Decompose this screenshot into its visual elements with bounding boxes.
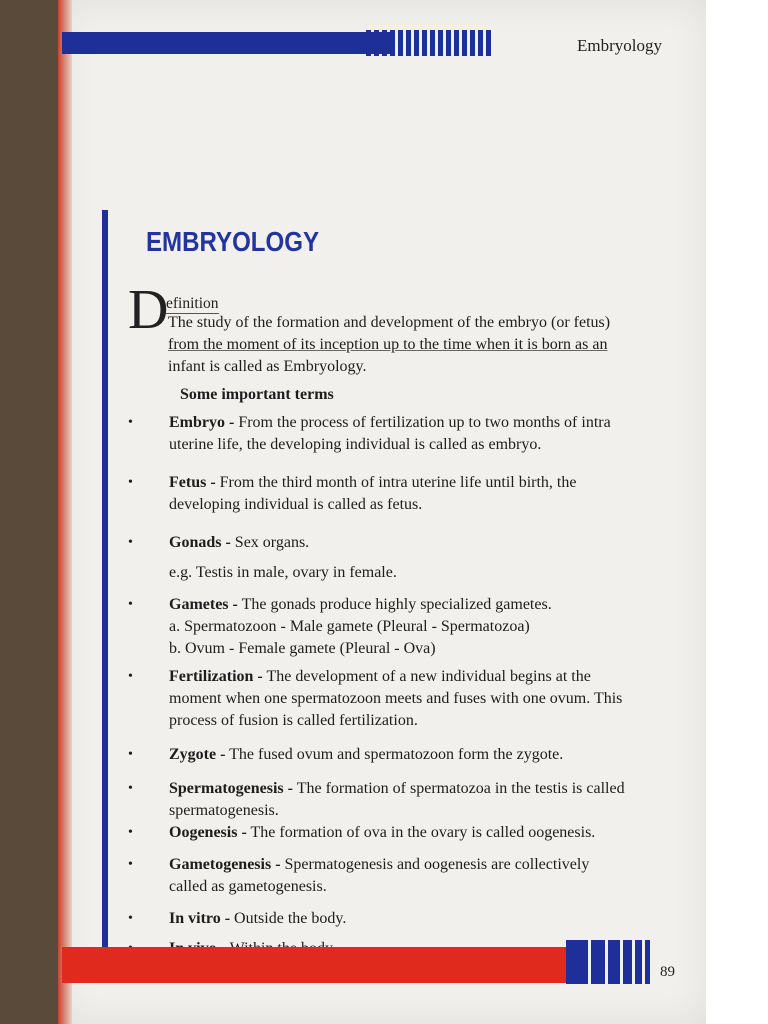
definition-paragraph [168,312,668,378]
term-text: From the third month of intra uterine life until birth, the [219,474,577,491]
term-text: process of fusion is called fertilization. [169,712,418,729]
term-text: spermatogenesis. [169,802,279,819]
term-gametes [128,594,668,660]
term-text: uterine life, the developing individual is called as embryo. [169,436,542,453]
definition-heading: efinition [166,295,219,312]
term-text: Sex organs. [234,534,310,551]
term-name: Zygote - [169,746,226,763]
term-gonads [128,532,668,584]
term-text: Outside the body. [234,910,347,927]
term-name: Oogenesis - [169,824,247,841]
chapter-title: EMBRYOLOGY [146,226,320,257]
term-name: Gametes - [169,596,238,613]
term-name: Embryo - [169,414,235,431]
page-number: 89 [660,964,675,980]
term-zygote [128,744,668,766]
header-bar [62,32,394,54]
terms-heading: Some important terms [180,386,334,403]
term-text: Spermatogenesis and oogenesis are collectively [284,856,590,873]
margin-rule [102,210,108,950]
bullet: • [128,475,133,490]
bullet: • [128,911,133,926]
definition-line: infant is called as Embryology. [168,358,367,375]
term-in-vitro [128,908,668,930]
term-text: The fused ovum and spermatozoon form the zygote. [229,746,564,763]
term-text: called as gametogenesis. [169,878,327,895]
term-text: b. Ovum - Female gamete (Pleural - Ova) [169,640,436,657]
term-gametogenesis [128,854,668,898]
background-margin [706,0,768,1024]
bullet: • [128,415,133,430]
bullet: • [128,825,133,840]
term-text: e.g. Testis in male, ovary in female. [169,564,397,581]
running-header: Embryology [577,36,662,55]
term-text: The formation of ova in the ovary is called oogenesis. [250,824,596,841]
term-text: a. Spermatozoon - Male gamete (Pleural - Spermatozoa) [169,618,530,635]
bullet: • [128,781,133,796]
term-text: The gonads produce highly specialized gametes. [241,596,552,613]
footer-stripes [566,940,650,984]
term-fetus [128,472,668,516]
bullet: • [128,747,133,762]
definition-line: The study of the formation and development of the embryo (or fetus) [168,314,611,331]
term-name: In vitro - [169,910,231,927]
term-embryo [128,412,668,456]
term-fertilization [128,666,668,732]
term-name: Fertilization - [169,668,263,685]
term-text: From the process of fertilization up to two months of intra [238,414,611,431]
bullet: • [128,857,133,872]
term-text: developing individual is called as fetus. [169,496,423,513]
term-name: Spermatogenesis - [169,780,293,797]
term-text: moment when one spermatozoon meets and fuses with one ovum. This [169,690,623,707]
term-name: Gametogenesis - [169,856,281,873]
term-name: Gonads - [169,534,231,551]
terms-list [128,412,668,960]
drop-cap: D [128,279,169,341]
term-name: Fetus - [169,474,216,491]
footer-bar [62,947,570,983]
page-edge-decoration [58,0,72,1024]
definition-line: from the moment of its inception up to the time when it is born as an [168,336,608,353]
term-spermatogenesis [128,778,668,822]
term-oogenesis [128,822,668,844]
term-text: The development of a new individual begins at the [266,668,591,685]
bullet: • [128,535,133,550]
bullet: • [128,597,133,612]
term-text: The formation of spermatozoa in the testis is called [296,780,625,797]
bullet: • [128,669,133,684]
header-stripes [366,30,491,56]
